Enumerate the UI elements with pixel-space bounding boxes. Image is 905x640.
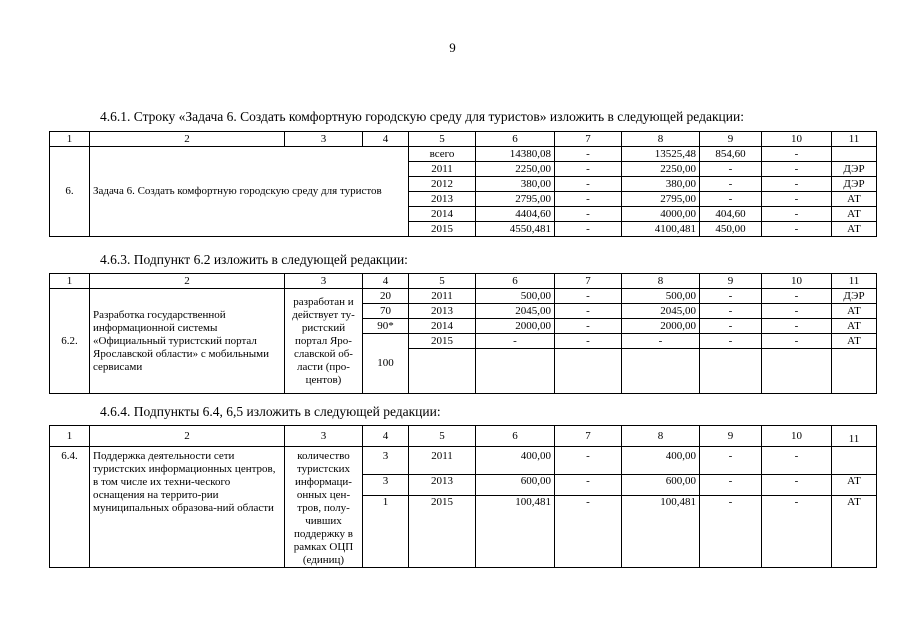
value-cell: -: [555, 319, 622, 334]
value-cell: -: [476, 334, 555, 349]
table-task-6: [49, 131, 877, 237]
row-number: 6.: [50, 147, 90, 237]
header-cell: 5: [409, 274, 476, 289]
value-cell: -: [555, 162, 622, 177]
header-cell: 11: [832, 426, 877, 447]
indicator-value: 1: [363, 496, 409, 568]
executor-cell: АТ: [832, 475, 877, 496]
value-cell: 600,00: [476, 475, 555, 496]
value-cell: -: [700, 162, 762, 177]
value-cell: 404,60: [700, 207, 762, 222]
executor-cell: [832, 447, 877, 475]
value-cell: 400,00: [476, 447, 555, 475]
executor-cell: АТ: [832, 304, 877, 319]
executor-cell: АТ: [832, 192, 877, 207]
measure-name: Поддержка деятельности сети туристских информационных центров, в том числе их техни-ческого оснащения на террито-рии муниципальных образова-ний области: [90, 447, 285, 568]
value-cell: -: [700, 289, 762, 304]
value-cell: -: [762, 192, 832, 207]
year-cell: всего: [409, 147, 476, 162]
header-cell: 7: [555, 274, 622, 289]
value-cell: -: [700, 192, 762, 207]
table-header-row: [50, 132, 877, 147]
value-cell: -: [555, 177, 622, 192]
value-cell: 450,00: [700, 222, 762, 237]
indicator-value: 3: [363, 447, 409, 475]
executor-cell: АТ: [832, 207, 877, 222]
value-cell: 2000,00: [476, 319, 555, 334]
value-cell: -: [762, 162, 832, 177]
empty-cell: [476, 349, 555, 394]
header-cell: 1: [50, 132, 90, 147]
header-cell: 8: [622, 132, 700, 147]
header-cell: 10: [762, 426, 832, 447]
value-cell: 2250,00: [622, 162, 700, 177]
row-number: 6.4.: [50, 447, 90, 568]
header-cell: 8: [622, 426, 700, 447]
header-cell: 6: [476, 274, 555, 289]
year-cell: 2015: [409, 334, 476, 349]
indicator-name: разработан и действует ту-ристский портал Яро-славской об-ласти (про-центов): [285, 289, 363, 394]
value-cell: -: [555, 289, 622, 304]
value-cell: 14380,08: [476, 147, 555, 162]
header-cell: 1: [50, 426, 90, 447]
value-cell: 2795,00: [622, 192, 700, 207]
value-cell: 4550,481: [476, 222, 555, 237]
header-cell: 11: [832, 132, 877, 147]
value-cell: -: [555, 207, 622, 222]
value-cell: 2000,00: [622, 319, 700, 334]
value-cell: -: [700, 177, 762, 192]
value-cell: -: [762, 319, 832, 334]
header-cell: 8: [622, 274, 700, 289]
row-number: 6.2.: [50, 289, 90, 394]
table-row: [50, 447, 877, 475]
year-cell: 2013: [409, 475, 476, 496]
value-cell: -: [555, 147, 622, 162]
executor-cell: ДЭР: [832, 177, 877, 192]
empty-cell: [622, 349, 700, 394]
header-cell: 2: [90, 426, 285, 447]
value-cell: 380,00: [476, 177, 555, 192]
value-cell: -: [762, 334, 832, 349]
value-cell: -: [762, 447, 832, 475]
indicator-value: 90*: [363, 319, 409, 334]
year-cell: 2014: [409, 207, 476, 222]
table-subitem-6-4: [49, 425, 877, 568]
value-cell: -: [700, 496, 762, 568]
section-1-heading: 4.6.1. Строку «Задача 6. Создать комфортную городскую среду для туристов» изложить в следующей редакции:: [100, 109, 744, 124]
indicator-value: 70: [363, 304, 409, 319]
header-cell: 5: [409, 426, 476, 447]
header-cell: 2: [90, 274, 285, 289]
page-number: 9: [449, 40, 456, 55]
year-cell: 2011: [409, 162, 476, 177]
table-header-row: [50, 426, 877, 447]
table-row: [50, 147, 877, 162]
indicator-value: 20: [363, 289, 409, 304]
header-cell: 11: [832, 274, 877, 289]
table-subitem-6-2: [49, 273, 877, 394]
header-cell: 3: [285, 274, 363, 289]
year-cell: 2014: [409, 319, 476, 334]
value-cell: -: [622, 334, 700, 349]
value-cell: -: [555, 222, 622, 237]
header-cell: 10: [762, 132, 832, 147]
header-cell: 6: [476, 426, 555, 447]
value-cell: -: [555, 475, 622, 496]
table-header-row: [50, 274, 877, 289]
value-cell: -: [700, 475, 762, 496]
task-name: Задача 6. Создать комфортную городскую среду для туристов: [90, 147, 409, 237]
value-cell: 4100,481: [622, 222, 700, 237]
header-cell: 2: [90, 132, 285, 147]
empty-cell: [700, 349, 762, 394]
header-cell: 7: [555, 132, 622, 147]
value-cell: 2045,00: [476, 304, 555, 319]
executor-cell: АТ: [832, 319, 877, 334]
year-cell: 2013: [409, 192, 476, 207]
value-cell: -: [700, 304, 762, 319]
section-2-heading: 4.6.3. Подпункт 6.2 изложить в следующей редакции:: [100, 252, 408, 267]
value-cell: -: [762, 496, 832, 568]
header-cell: 3: [285, 132, 363, 147]
executor-cell: ДЭР: [832, 289, 877, 304]
value-cell: -: [700, 319, 762, 334]
value-cell: 500,00: [476, 289, 555, 304]
value-cell: 4404,60: [476, 207, 555, 222]
year-cell: 2015: [409, 496, 476, 568]
value-cell: -: [555, 304, 622, 319]
value-cell: -: [555, 447, 622, 475]
header-cell: 9: [700, 426, 762, 447]
value-cell: 600,00: [622, 475, 700, 496]
value-cell: 100,481: [622, 496, 700, 568]
value-cell: 2250,00: [476, 162, 555, 177]
executor-cell: АТ: [832, 222, 877, 237]
value-cell: 13525,48: [622, 147, 700, 162]
value-cell: -: [555, 334, 622, 349]
value-cell: -: [700, 447, 762, 475]
header-cell: 9: [700, 132, 762, 147]
executor-cell: ДЭР: [832, 162, 877, 177]
header-cell: 7: [555, 426, 622, 447]
header-cell: 10: [762, 274, 832, 289]
header-cell: 1: [50, 274, 90, 289]
empty-cell: [555, 349, 622, 394]
value-cell: -: [762, 207, 832, 222]
value-cell: 400,00: [622, 447, 700, 475]
header-cell: 3: [285, 426, 363, 447]
table-row: [50, 289, 877, 304]
value-cell: 854,60: [700, 147, 762, 162]
header-cell: 6: [476, 132, 555, 147]
year-cell: 2015: [409, 222, 476, 237]
header-cell: 4: [363, 426, 409, 447]
empty-cell: [762, 349, 832, 394]
value-cell: 100,481: [476, 496, 555, 568]
executor-cell: АТ: [832, 496, 877, 568]
executor-cell: АТ: [832, 334, 877, 349]
value-cell: -: [762, 177, 832, 192]
value-cell: -: [700, 334, 762, 349]
value-cell: -: [762, 304, 832, 319]
header-cell: 5: [409, 132, 476, 147]
year-cell: 2011: [409, 289, 476, 304]
indicator-name: количество туристских информаци-онных цен-тров, полу-чивших поддержку в рамках ОЦП (единиц): [285, 447, 363, 568]
indicator-value: 3: [363, 475, 409, 496]
value-cell: 500,00: [622, 289, 700, 304]
value-cell: -: [555, 192, 622, 207]
value-cell: 4000,00: [622, 207, 700, 222]
value-cell: -: [762, 222, 832, 237]
empty-cell: [832, 349, 877, 394]
value-cell: 2045,00: [622, 304, 700, 319]
value-cell: -: [762, 289, 832, 304]
value-cell: -: [762, 147, 832, 162]
indicator-value: 100: [363, 334, 409, 394]
value-cell: -: [762, 475, 832, 496]
value-cell: 2795,00: [476, 192, 555, 207]
executor-cell: [832, 147, 877, 162]
empty-cell: [409, 349, 476, 394]
header-cell: 4: [363, 274, 409, 289]
header-cell: 4: [363, 132, 409, 147]
measure-name: Разработка государственной информационной системы «Официальный туристский портал Ярославской области» с мобильными сервисами: [90, 289, 285, 394]
section-3-heading: 4.6.4. Подпункты 6.4, 6,5 изложить в следующей редакции:: [100, 404, 441, 419]
year-cell: 2011: [409, 447, 476, 475]
value-cell: -: [555, 496, 622, 568]
year-cell: 2012: [409, 177, 476, 192]
header-cell: 9: [700, 274, 762, 289]
year-cell: 2013: [409, 304, 476, 319]
value-cell: 380,00: [622, 177, 700, 192]
